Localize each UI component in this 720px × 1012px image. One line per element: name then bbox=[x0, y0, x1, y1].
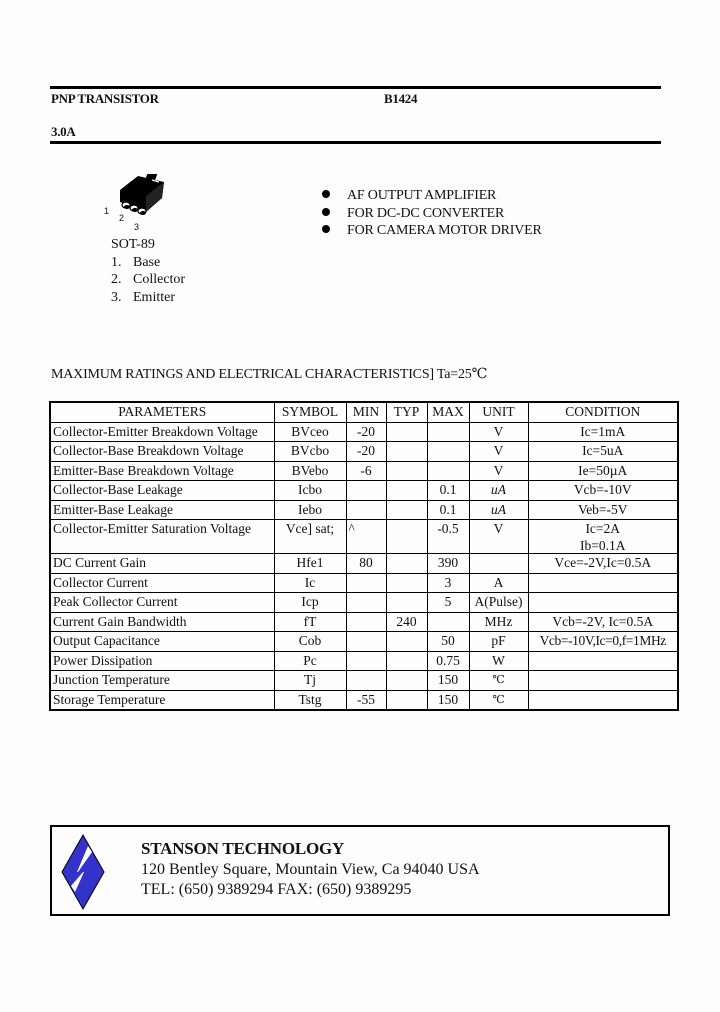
bullet-icon bbox=[322, 208, 330, 216]
feature-item: AF OUTPUT AMPLIFIER bbox=[322, 187, 542, 205]
table-row: Peak Collector Current Icp 5 A(Pulse) bbox=[50, 593, 678, 613]
table-header-row bbox=[50, 402, 678, 422]
table-row: Collector-Emitter Saturation Voltage Vce] sat; ^ -0.5 V Ic=2A Ib=0.1A bbox=[50, 520, 678, 554]
table-row: Output Capacitance Cob 50 pF Vcb=-10V,Ic=0,f=1MHz bbox=[50, 632, 678, 652]
table-row: Collector Current Ic 3 A bbox=[50, 573, 678, 593]
pin-label-3: 3 bbox=[134, 222, 140, 232]
bullet-icon bbox=[322, 190, 330, 198]
pin-label-2: 2 bbox=[119, 213, 125, 223]
col-header: UNIT bbox=[469, 402, 528, 422]
col-header: PARAMETERS bbox=[50, 402, 274, 422]
current-rating: 3.0A bbox=[51, 124, 76, 139]
pin-label-1: 1 bbox=[104, 206, 110, 216]
company-name: STANSON TECHNOLOGY bbox=[141, 839, 345, 858]
table-row: Power Dissipation Pc 0.75 W bbox=[50, 651, 678, 671]
part-number: B1424 bbox=[384, 91, 418, 106]
table-row: Collector-Emitter Breakdown Voltage BVceo -20 V Ic=1mA bbox=[50, 422, 678, 442]
feature-item: FOR CAMERA MOTOR DRIVER bbox=[322, 222, 542, 240]
table-row: Junction Temperature Tj 150 ℃ bbox=[50, 671, 678, 691]
table-row: Collector-Base Breakdown Voltage BVcbo -20 V Ic=5uA bbox=[50, 442, 678, 462]
pin-item: 2. Collector bbox=[111, 272, 186, 287]
table-row: Current Gain Bandwidth fT 240 MHz Vcb=-2V, Ic=0.5A bbox=[50, 612, 678, 632]
bottom-rule bbox=[50, 141, 661, 144]
pin-item: 3. Emitter bbox=[111, 289, 175, 305]
company-footer bbox=[50, 825, 670, 916]
company-contact: TEL: (650) 9389294 FAX: (650) 9389295 bbox=[141, 881, 412, 898]
bullet-icon bbox=[322, 225, 330, 233]
table-row: DC Current Gain Hfe1 80 390 Vce=-2V,Ic=0.5A bbox=[50, 554, 678, 574]
col-header: MIN bbox=[346, 402, 386, 422]
device-type: PNP TRANSISTOR bbox=[51, 91, 159, 106]
col-header: MAX bbox=[427, 402, 469, 422]
table-row: Emitter-Base Leakage Iebo 0.1 uA Veb=-5V bbox=[50, 500, 678, 520]
feature-item: FOR DC-DC CONVERTER bbox=[322, 205, 542, 223]
col-header: SYMBOL bbox=[274, 402, 346, 422]
package-info bbox=[111, 236, 185, 306]
feature-list bbox=[322, 187, 542, 240]
spec-table bbox=[49, 401, 679, 711]
table-row: Collector-Base Leakage Icbo 0.1 uA Vcb=-10V bbox=[50, 481, 678, 501]
col-header: TYP bbox=[386, 402, 427, 422]
top-rule bbox=[50, 86, 661, 89]
pin-item: 1. Base bbox=[111, 254, 161, 270]
section-title: MAXIMUM RATINGS AND ELECTRICAL CHARACTERISTICS] Ta=25℃ bbox=[51, 367, 488, 382]
table-row: Emitter-Base Breakdown Voltage BVebo -6 V Ie=50µA bbox=[50, 461, 678, 481]
table-row: Storage Temperature Tstg -55 150 ℃ bbox=[50, 690, 678, 710]
company-address: 120 Bentley Square, Mountain View, Ca 94040 USA bbox=[141, 861, 480, 878]
package-name: SOT-89 bbox=[111, 237, 155, 252]
stanson-logo-icon bbox=[61, 834, 105, 910]
col-header: CONDITION bbox=[528, 402, 678, 422]
